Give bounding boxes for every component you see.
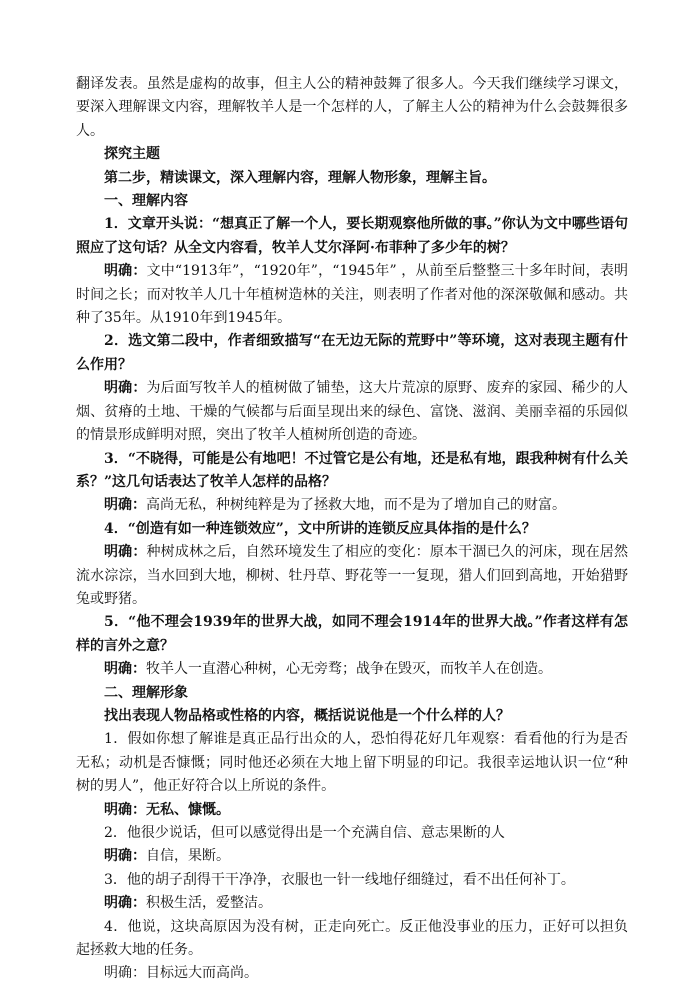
answer-text: 自信，果断。 (146, 848, 230, 865)
item-1: 1．假如你想了解谁是真正品行出众的人，恐怕得花好几年观察：看看他的行为是否无私；动机是否慷慨；同时他还必须在大地上留下明显的印记。我很幸运地认识一位“种树的男人”，他正好符合以上所说的条件。 (76, 731, 628, 795)
answer-text: 积极生活，爱整洁。 (146, 895, 272, 912)
answer-5 (76, 658, 628, 681)
section1-heading: 一、理解内容 (104, 193, 188, 210)
answer-label: 明确： (104, 661, 146, 678)
answer-text: 为后面写牧羊人的植树做了铺垫，这大片荒凉的原野、废弃的家园、稀少的人烟、贫瘠的土地、干燥的气候都与后面呈现出来的绿色、富饶、滋润、美丽幸福的乐园似的情景形成鲜明对照，突出了牧羊人植树所创造的奇迹。 (76, 380, 628, 444)
item-4-answer (76, 962, 628, 985)
answer-text: 种树成林之后，自然环境发生了相应的变化：原本干涸已久的河床，现在居然流水淙淙，当水回到大地，柳树、牡丹草、野花等一一复现，猎人们回到高地，开始猎野兔或野猪。 (76, 544, 628, 607)
answer-label: 明确： (104, 380, 147, 397)
question-5: 5．“他不理会1939年的世界大战，如同不理会1914年的世界大战。”作者这样有怎样的言外之意？ (76, 614, 628, 654)
question-2: 2．选文第二段中，作者细致描写“在无边无际的荒野中”等环境，这对表现主题有什么作用？ (76, 333, 628, 373)
section2-task: 找出表现人物品格或性格的内容，概括说说他是一个什么样的人？ (104, 707, 510, 724)
question-1: 1．文章开头说：“想真正了解一个人，要长期观察他所做的事。”你认为文中哪些语句照应了这句话？从全文内容看，牧羊人艾尔泽阿·布菲种了多少年的树？ (76, 216, 628, 256)
answer-label: 明确： (104, 497, 146, 514)
answer-3 (76, 494, 628, 517)
item-3-answer (76, 892, 628, 915)
answer-label: 明确： (104, 544, 147, 561)
answer-text: 高尚无私，种树纯粹是为了拯救大地，而不是为了增加自己的财富。 (146, 497, 566, 514)
answer-label: 明确： (104, 848, 146, 865)
item-1-answer (76, 799, 628, 822)
section2-heading: 二、理解形象 (104, 684, 188, 701)
answer-text: 无私、慷慨。 (146, 801, 230, 818)
answer-text: 牧羊人一直潜心种树，心无旁骛；战争在毁灭，而牧羊人在创造。 (146, 661, 552, 678)
answer-text: 文中“1913年”，“1920年”，“1945年” ，从前至后整整三十多年时间，表明时间之长；而对牧羊人几十年植树造林的关注，则表明了作者对他的深深敬佩和感动。共种了35年。从1910年到1945年。 (76, 263, 629, 327)
answer-label: 明确： (104, 965, 146, 982)
answer-label: 明确： (104, 263, 147, 280)
step2-heading: 第二步，精读课文，深入理解内容，理解人物形象，理解主旨。 (104, 169, 496, 186)
explore-heading: 探究主题 (104, 146, 160, 163)
question-3: 3．“不晓得，可能是公有地吧！不过管它是公有地，还是私有地，跟我种树有什么关系？”这几句话表达了牧羊人怎样的品格？ (76, 450, 628, 490)
answer-2 (76, 377, 628, 447)
answer-text: 目标远大而高尚。 (146, 965, 258, 982)
item-3: 3．他的胡子刮得干干净净，衣服也一针一线地仔细缝过，看不出任何补丁。 (104, 871, 575, 888)
answer-4 (76, 541, 628, 611)
intro-paragraph: 翻译发表。虽然是虚构的故事，但主人公的精神鼓舞了很多人。今天我们继续学习课文，要深入理解课文内容，理解牧羊人是一个怎样的人，了解主人公的精神为什么会鼓舞很多人。 (76, 76, 628, 139)
item-2-answer (76, 845, 628, 868)
answer-label: 明确： (104, 895, 146, 912)
item-2: 2．他很少说话，但可以感觉得出是一个充满自信、意志果断的人 (104, 825, 505, 841)
answer-label: 明确： (104, 801, 146, 818)
item-4: 4．他说，这块高原因为没有树，正走向死亡。反正他没事业的压力，正好可以担负起拯救大地的任务。 (76, 918, 628, 959)
answer-1 (76, 260, 628, 330)
question-4: 4．“创造有如一种连锁效应”，文中所讲的连锁反应具体指的是什么？ (104, 520, 536, 537)
document-body (76, 73, 628, 986)
